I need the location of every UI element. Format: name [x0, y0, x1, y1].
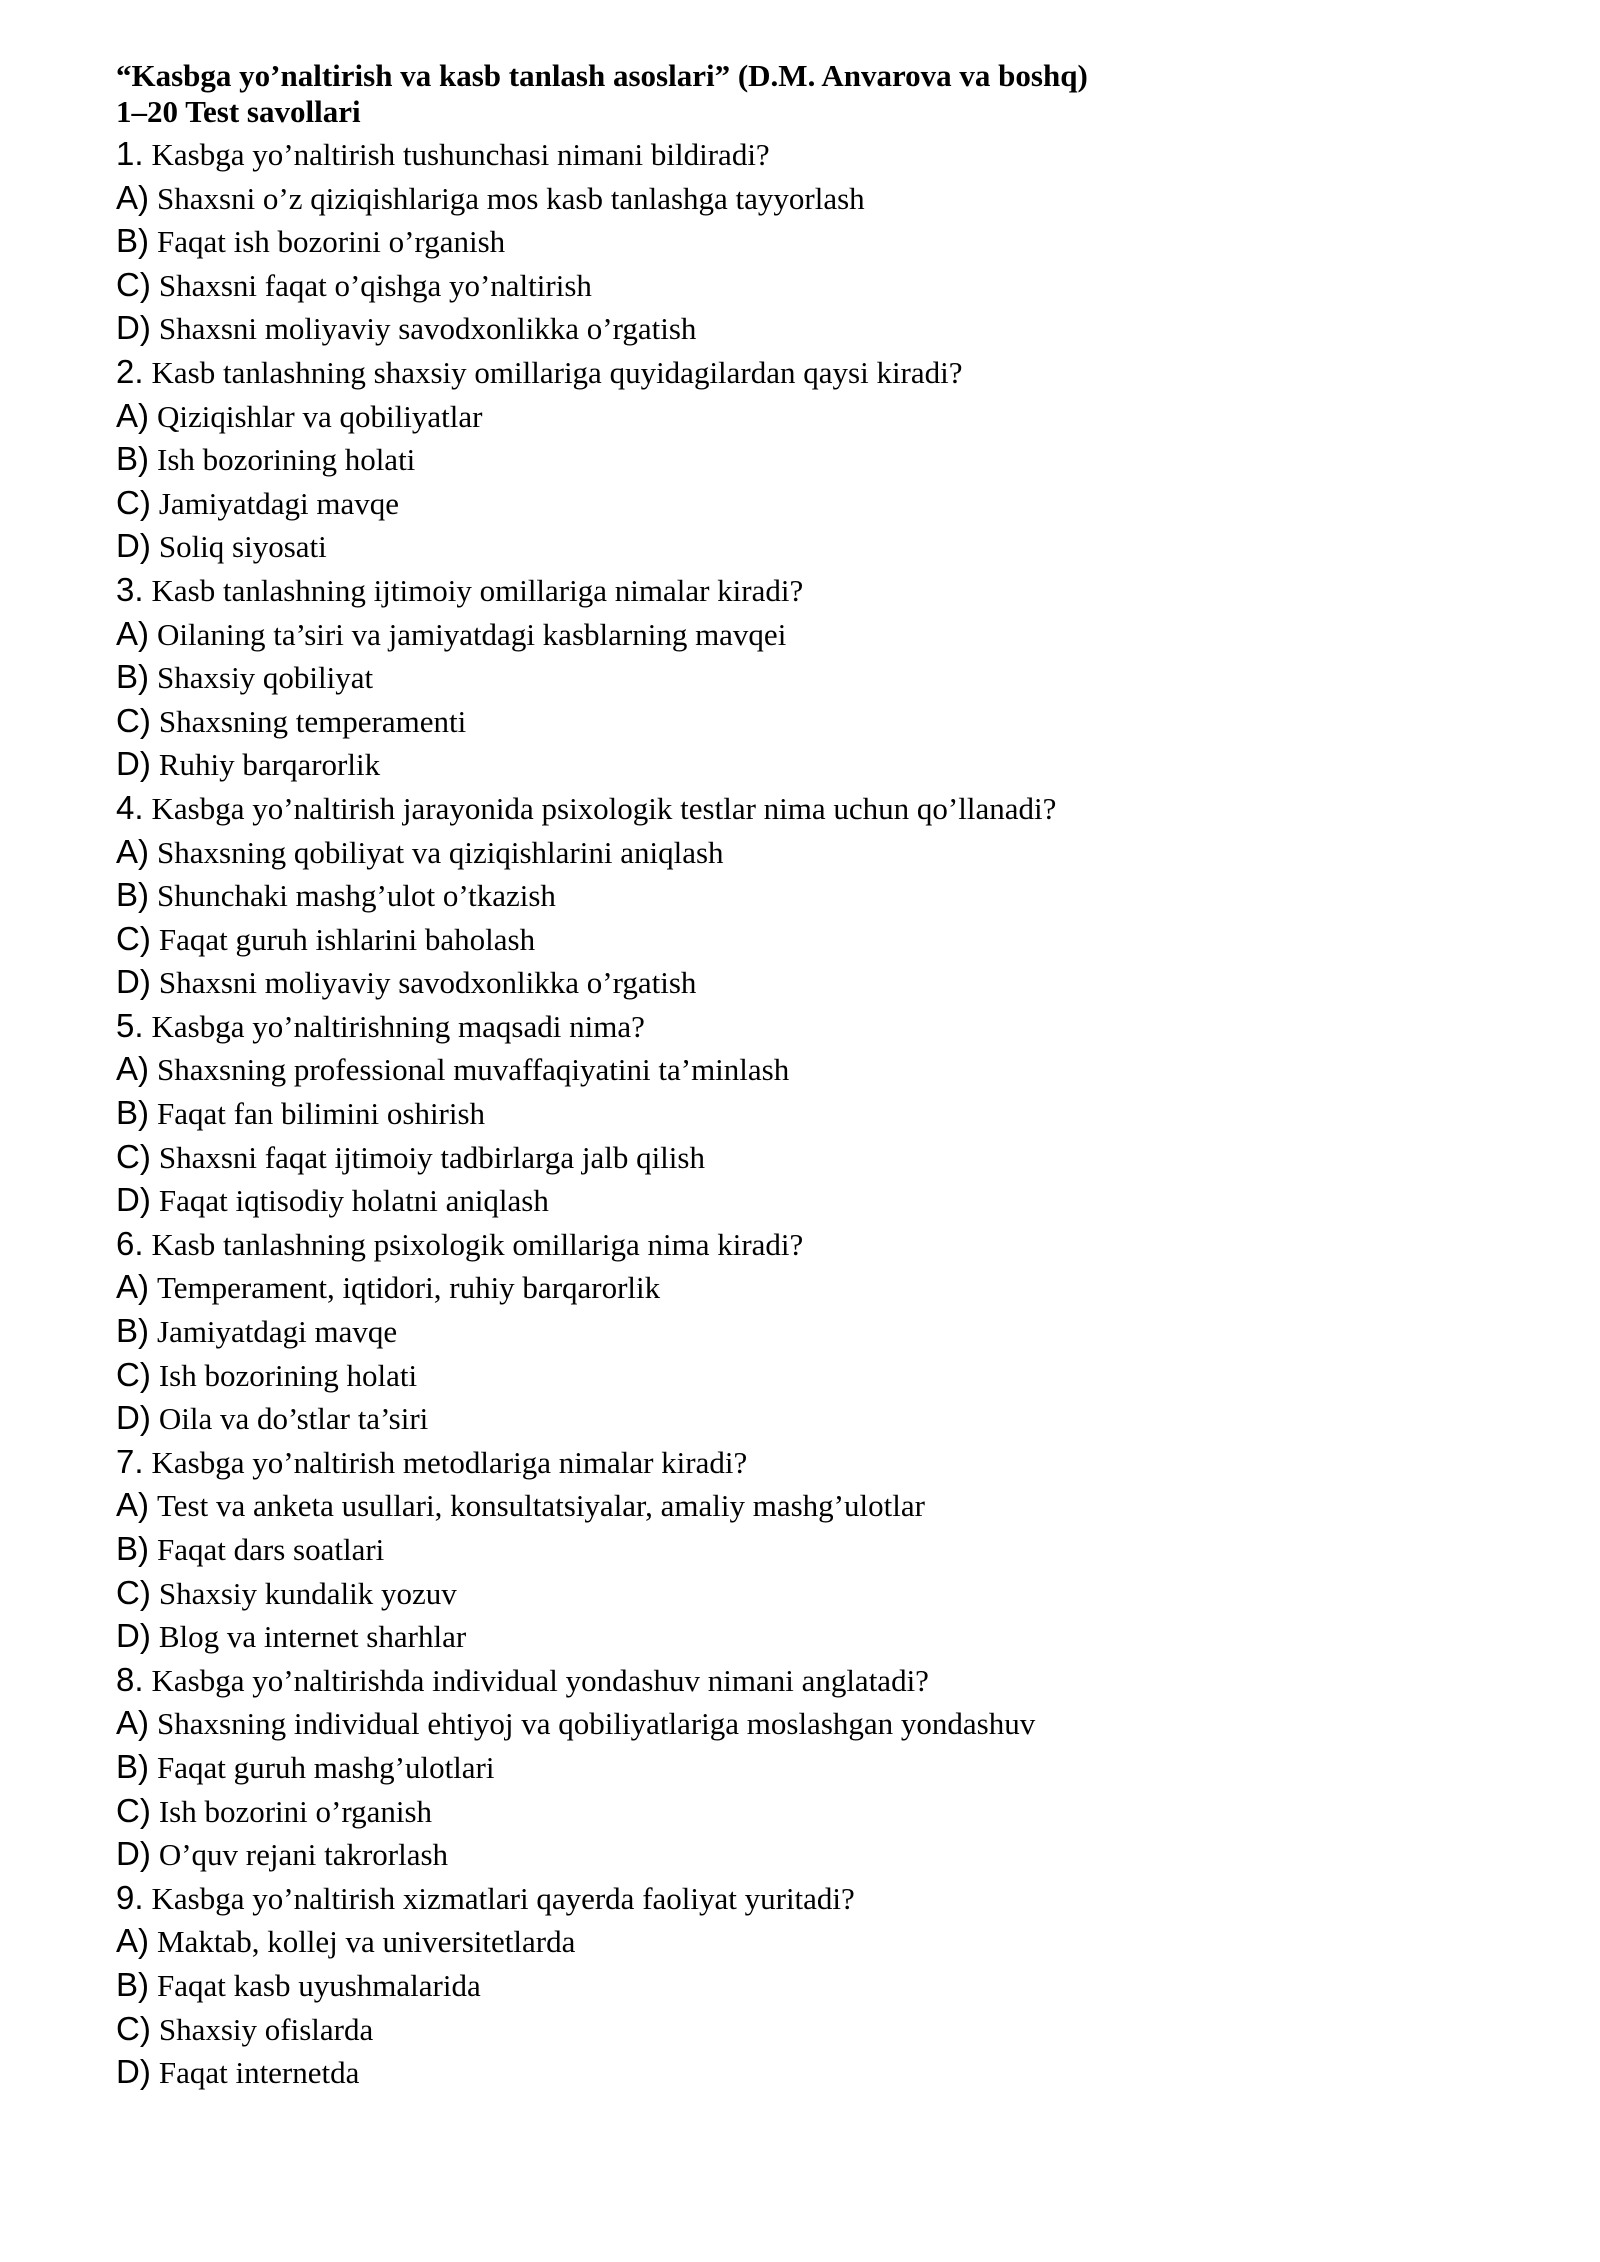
- option-text: Shaxsning individual ehtiyoj va qobiliyatlariga moslashgan yondashuv: [157, 1706, 1036, 1742]
- question-block: [116, 132, 1536, 350]
- option-letter: A): [116, 1922, 149, 1960]
- question-text: Kasb tanlashning psixologik omillariga nima kiradi?: [151, 1226, 804, 1262]
- option-text: Blog va internet sharhlar: [158, 1619, 467, 1655]
- option-letter: C): [116, 1573, 151, 1611]
- option-letter: D): [116, 1181, 151, 1219]
- option-text: Shaxsni moliyaviy savodxonlikka o’rgatish: [158, 965, 697, 1001]
- option-text: Shaxsiy qobiliyat: [157, 660, 374, 696]
- question-block: [116, 786, 1536, 1004]
- option-letter: A): [116, 832, 149, 870]
- option-letter: C): [116, 1355, 151, 1393]
- document-subtitle: 1–20 Test savollari: [116, 94, 361, 129]
- option-text: Oilaning ta’siri va jamiyatdagi kasblarning mavqei: [157, 616, 787, 652]
- option-text: Jamiyatdagi mavqe: [158, 485, 400, 521]
- option-letter: B): [116, 1312, 149, 1350]
- answer-option: [116, 873, 1536, 917]
- question-number: 1.: [116, 135, 144, 172]
- answer-option: [116, 917, 1536, 961]
- option-text: Oila va do’stlar ta’siri: [158, 1401, 429, 1437]
- answer-option: [116, 1745, 1536, 1789]
- option-text: Ish bozorini o’rganish: [158, 1793, 433, 1829]
- question-line: [116, 132, 1536, 176]
- option-text: Faqat internetda: [158, 2055, 360, 2091]
- question-text: Kasbga yo’naltirishning maqsadi nima?: [151, 1008, 645, 1044]
- question-number: 8.: [116, 1660, 144, 1698]
- option-text: Test va anketa usullari, konsultatsiyalar, amaliy mashg’ulotlar: [157, 1488, 925, 1524]
- question-number: 6.: [116, 1224, 144, 1262]
- question-line: [116, 786, 1536, 830]
- answer-option: [116, 219, 1536, 263]
- answer-option: [116, 176, 1536, 220]
- option-text: Faqat guruh ishlarini baholash: [158, 921, 536, 957]
- answer-option: [116, 1047, 1536, 1091]
- option-letter: B): [116, 1965, 149, 2003]
- question-block: [116, 1440, 1536, 1658]
- option-letter: C): [116, 919, 151, 957]
- option-letter: A): [116, 1050, 149, 1088]
- option-letter: C): [116, 701, 151, 739]
- option-text: Shaxsiy kundalik yozuv: [158, 1575, 457, 1611]
- option-letter: C): [116, 1137, 151, 1175]
- option-letter: A): [116, 396, 149, 434]
- option-letter: C): [116, 2009, 151, 2047]
- option-text: Faqat iqtisodiy holatni aniqlash: [158, 1183, 549, 1219]
- question-number: 9.: [116, 1878, 144, 1916]
- option-text: Faqat fan bilimini oshirish: [157, 1096, 486, 1132]
- question-text: Kasb tanlashning ijtimoiy omillariga nimalar kiradi?: [151, 572, 804, 608]
- option-letter: A): [116, 614, 149, 652]
- question-block: [116, 1658, 1536, 1876]
- option-letter: B): [116, 1530, 149, 1567]
- question-line: [116, 350, 1536, 394]
- answer-option: [116, 1135, 1536, 1179]
- question-line: [116, 568, 1536, 612]
- answer-option: [116, 1178, 1536, 1222]
- option-text: Shaxsning qobiliyat va qiziqishlarini aniqlash: [157, 834, 724, 870]
- answer-option: [116, 437, 1536, 481]
- answer-option: [116, 960, 1536, 1004]
- answer-option: [116, 2007, 1536, 2051]
- option-text: Ish bozorining holati: [157, 442, 416, 478]
- option-letter: B): [116, 876, 149, 914]
- question-line: [116, 1004, 1536, 1048]
- answer-option: [116, 394, 1536, 438]
- option-letter: B): [116, 1094, 149, 1132]
- option-text: Maktab, kollej va universitetlarda: [157, 1924, 576, 1960]
- answer-option: [116, 306, 1536, 350]
- question-text: Kasbga yo’naltirish jarayonida psixologik testlar nima uchun qo’llanadi?: [151, 790, 1057, 826]
- question-number: 4.: [116, 788, 144, 826]
- option-text: Temperament, iqtidori, ruhiy barqarorlik: [157, 1270, 661, 1306]
- answer-option: [116, 1309, 1536, 1353]
- answer-option: [116, 1483, 1536, 1527]
- option-letter: C): [116, 265, 151, 303]
- question-block: [116, 1876, 1536, 2094]
- answer-option: [116, 481, 1536, 525]
- option-text: Shaxsning professional muvaffaqiyatini ta’minlash: [157, 1052, 790, 1088]
- option-text: Faqat guruh mashg’ulotlari: [157, 1749, 495, 1785]
- question-block: [116, 1004, 1536, 1222]
- question-text: Kasbga yo’naltirish tushunchasi nimani bildiradi?: [151, 137, 770, 172]
- option-letter: C): [116, 483, 151, 521]
- question-text: Kasbga yo’naltirish metodlariga nimalar kiradi?: [151, 1444, 748, 1480]
- question-line: [116, 1222, 1536, 1266]
- option-text: Shaxsni faqat o’qishga yo’naltirish: [158, 267, 592, 303]
- document-title: “Kasbga yo’naltirish va kasb tanlash asoslari” (D.M. Anvarova va boshq): [116, 58, 1088, 93]
- option-text: Shaxsni moliyaviy savodxonlikka o’rgatish: [158, 311, 697, 347]
- option-text: Faqat ish bozorini o’rganish: [157, 224, 506, 260]
- question-number: 5.: [116, 1006, 144, 1044]
- question-block: [116, 1222, 1536, 1440]
- option-letter: D): [116, 1399, 151, 1437]
- option-letter: B): [116, 440, 149, 478]
- answer-option: [116, 655, 1536, 699]
- option-text: Jamiyatdagi mavqe: [157, 1314, 398, 1350]
- answer-option: [116, 2050, 1536, 2094]
- option-letter: D): [116, 963, 151, 1001]
- question-number: 2.: [116, 352, 144, 390]
- option-letter: D): [116, 1835, 151, 1873]
- question-line: [116, 1876, 1536, 1920]
- answer-option: [116, 1701, 1536, 1745]
- answer-option: [116, 1832, 1536, 1876]
- option-text: Shaxsiy ofislarda: [158, 2011, 374, 2047]
- answer-option: [116, 1963, 1536, 2007]
- question-block: [116, 568, 1536, 786]
- answer-option: [116, 1265, 1536, 1309]
- option-text: Shaxsning temperamenti: [158, 703, 467, 739]
- answer-option: [116, 1571, 1536, 1615]
- option-letter: D): [116, 527, 151, 565]
- question-text: Kasbga yo’naltirishda individual yondashuv nimani anglatadi?: [151, 1662, 929, 1698]
- option-text: Ruhiy barqarorlik: [158, 747, 381, 783]
- option-text: Faqat dars soatlari: [157, 1532, 385, 1567]
- option-text: O’quv rejani takrorlash: [158, 1837, 449, 1873]
- option-letter: B): [116, 658, 149, 696]
- document-page: [116, 58, 1536, 2094]
- option-text: Soliq siyosati: [158, 529, 327, 565]
- answer-option: [116, 742, 1536, 786]
- option-text: Qiziqishlar va qobiliyatlar: [157, 398, 483, 434]
- option-letter: D): [116, 309, 151, 347]
- option-letter: B): [116, 222, 149, 260]
- answer-option: [116, 1091, 1536, 1135]
- option-text: Shaxsni faqat ijtimoiy tadbirlarga jalb qilish: [158, 1139, 705, 1175]
- option-letter: A): [116, 178, 149, 216]
- question-list: [116, 132, 1536, 2094]
- answer-option: [116, 1353, 1536, 1397]
- answer-option: [116, 699, 1536, 743]
- question-number: 3.: [116, 570, 144, 608]
- question-line: [116, 1658, 1536, 1702]
- answer-option: [116, 1789, 1536, 1833]
- answer-option: [116, 1614, 1536, 1658]
- answer-option: [116, 1396, 1536, 1440]
- option-letter: D): [116, 1617, 151, 1655]
- option-text: Shaxsni o’z qiziqishlariga mos kasb tanlashga tayyorlash: [157, 180, 865, 216]
- option-letter: A): [116, 1268, 149, 1306]
- option-letter: C): [116, 1791, 151, 1829]
- question-text: Kasb tanlashning shaxsiy omillariga quyidagilardan qaysi kiradi?: [151, 354, 963, 390]
- answer-option: [116, 612, 1536, 656]
- question-line: [116, 1440, 1536, 1484]
- answer-option: [116, 524, 1536, 568]
- question-text: Kasbga yo’naltirish xizmatlari qayerda faoliyat yuritadi?: [151, 1880, 855, 1916]
- question-number: 7.: [116, 1442, 144, 1480]
- question-block: [116, 350, 1536, 568]
- answer-option: [116, 263, 1536, 307]
- option-text: Shunchaki mashg’ulot o’tkazish: [157, 878, 556, 914]
- answer-option: [116, 1527, 1536, 1571]
- option-letter: B): [116, 1747, 149, 1785]
- option-letter: A): [116, 1486, 149, 1524]
- option-text: Ish bozorining holati: [158, 1357, 418, 1393]
- answer-option: [116, 830, 1536, 874]
- option-letter: A): [116, 1704, 149, 1742]
- option-text: Faqat kasb uyushmalarida: [157, 1967, 481, 2003]
- option-letter: D): [116, 745, 151, 783]
- answer-option: [116, 1919, 1536, 1963]
- option-letter: D): [116, 2053, 151, 2091]
